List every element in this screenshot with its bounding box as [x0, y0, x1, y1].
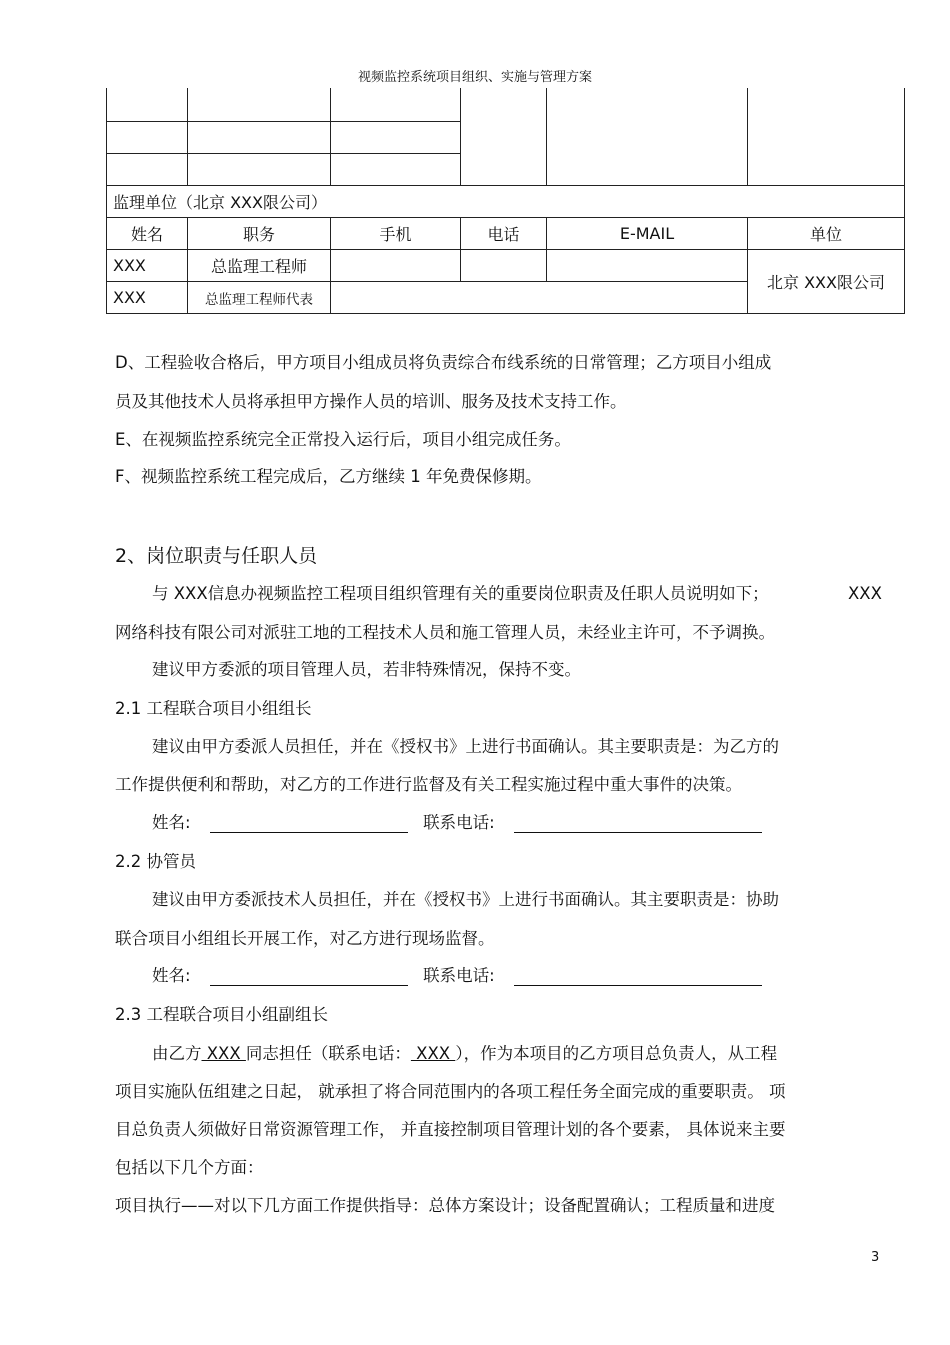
deputy-name-underlined: XXX: [201, 1044, 246, 1063]
table-header-row: [107, 218, 905, 250]
text-segment: ），作为本项目的乙方项目总负责人，从工程: [455, 1044, 778, 1063]
cell-role: 总监理工程师: [188, 250, 331, 282]
section-2-paragraph-1-line1: 与 XXX信息办视频监控工程项目组织管理有关的重要岗位职责及任职人员说明如下；: [152, 584, 769, 603]
cell-unit: 北京 XXX限公司: [748, 250, 905, 314]
section-2-3-line3: 目总负责人须做好日常资源管理工作， 并直接控制项目管理计划的各个要素， 具体说来主要: [115, 1120, 786, 1139]
paragraph-e: E、在视频监控系统完全正常投入运行后，项目小组完成任务。: [115, 430, 571, 449]
text-segment: 由乙方: [152, 1044, 202, 1063]
supervisor-unit-cell: 监理单位（北京 XXX限公司）: [107, 186, 905, 218]
form-line-2-1: [152, 813, 762, 833]
phone-blank-field[interactable]: [514, 814, 762, 833]
cell-name: XXX: [107, 282, 188, 314]
section-2-1-heading: 2.1 工程联合项目小组组长: [115, 699, 312, 718]
section-2-paragraph-1-line2: 网络科技有限公司对派驻工地的工程技术人员和施工管理人员，未经业主许可，不予调换。: [115, 623, 775, 642]
section-2-2-heading: 2.2 协管员: [115, 852, 196, 871]
form-line-2-2: [152, 966, 762, 986]
cell-role: 总监理工程师代表: [188, 282, 331, 314]
column-header-email: E-MAIL: [547, 218, 748, 250]
name-blank-field[interactable]: [210, 967, 408, 986]
section-2-3-heading: 2.3 工程联合项目小组副组长: [115, 1005, 328, 1024]
name-blank-field[interactable]: [210, 814, 408, 833]
phone-label: 联系电话:: [423, 966, 495, 985]
table-row: [107, 186, 905, 218]
text-segment: 同志担任（联系电话：: [245, 1044, 411, 1063]
section-2-3-line4: 包括以下几个方面：: [115, 1158, 264, 1177]
name-label: 姓名:: [152, 813, 191, 832]
section-2-3-line1: [152, 1044, 777, 1064]
name-label: 姓名:: [152, 966, 191, 985]
section-2-3-line2: 项目实施队伍组建之日起， 就承担了将合同范围内的各项工程任务全面完成的重要职责。 项: [115, 1082, 786, 1101]
column-header-mobile: 手机: [331, 218, 461, 250]
paragraph-d-line1: D、工程验收合格后，甲方项目小组成员将负责综合布线系统的日常管理；乙方项目小组成: [115, 353, 772, 372]
section-2-heading: 2、岗位职责与任职人员: [115, 545, 318, 567]
column-header-phone: 电话: [461, 218, 547, 250]
table-row: [107, 88, 905, 122]
cell-name: XXX: [107, 250, 188, 282]
table-row: [107, 250, 905, 282]
column-header-name: 姓名: [107, 218, 188, 250]
section-2-2-line2: 联合项目小组组长开展工作，对乙方进行现场监督。: [115, 929, 495, 948]
section-2-1-line2: 工作提供便利和帮助，对乙方的工作进行监督及有关工程实施过程中重大事件的决策。: [115, 775, 742, 794]
phone-blank-field[interactable]: [514, 967, 762, 986]
paragraph-f: F、视频监控系统工程完成后，乙方继续 1 年免费保修期。: [115, 467, 542, 486]
project-execution-line: 项目执行——对以下几方面工作提供指导：总体方案设计；设备配置确认；工程质量和进度: [115, 1196, 775, 1215]
column-header-role: 职务: [188, 218, 331, 250]
page-number: 3: [871, 1250, 880, 1265]
section-2-2-line1: 建议由甲方委派技术人员担任，并在《授权书》上进行书面确认。其主要职责是：协助: [152, 890, 779, 909]
section-2-1-line1: 建议由甲方委派人员担任，并在《授权书》上进行书面确认。其主要职责是：为乙方的: [152, 737, 779, 756]
column-header-unit: 单位: [748, 218, 905, 250]
section-2-paragraph-1-line1-end: XXX: [848, 584, 882, 603]
phone-label: 联系电话:: [423, 813, 495, 832]
document-header-title: 视频监控系统项目组织、实施与管理方案: [357, 70, 592, 85]
section-2-paragraph-2: 建议甲方委派的项目管理人员，若非特殊情况，保持不变。: [152, 660, 581, 679]
contact-table: [106, 88, 905, 314]
paragraph-d-line2: 员及其他技术人员将承担甲方操作人员的培训、服务及技术支持工作。: [115, 392, 627, 411]
deputy-phone-underlined: XXX: [410, 1044, 456, 1063]
